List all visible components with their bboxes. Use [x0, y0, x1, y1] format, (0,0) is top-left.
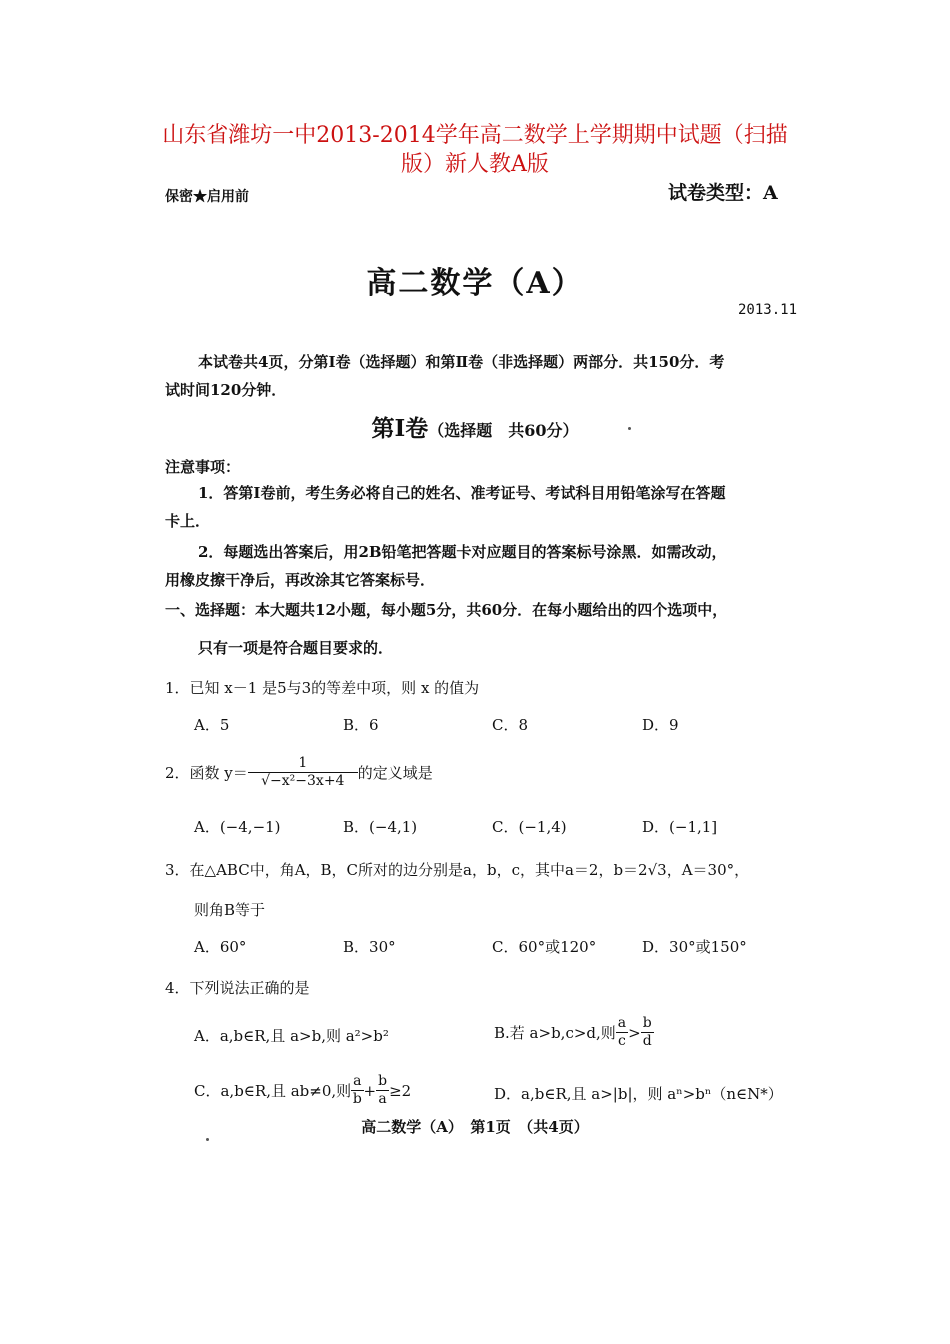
section-heading: [0, 410, 950, 443]
intro-line1: 本试卷共4页，分第Ⅰ卷（选择题）和第Ⅱ卷（非选择题）两部分．共150分．考: [198, 353, 725, 371]
question-3-option-b: B．30°: [343, 938, 396, 956]
intro-line2: 试时间120分钟．: [165, 381, 287, 399]
question-3-option-a: A．60°: [194, 938, 247, 956]
question-4-option-c-suffix: ≥2: [389, 1081, 412, 1100]
question-4-option-b-prefix: B.若 a>b,c>d,则: [494, 1024, 616, 1042]
question-4-stem: 4．下列说法正确的是: [165, 979, 310, 997]
part1-line2: 只有一项是符合题目要求的．: [198, 639, 394, 657]
scan-speck: [206, 1138, 209, 1141]
notice-heading: 注意事项：: [165, 458, 241, 476]
section-heading-main: 第Ⅰ卷: [371, 415, 429, 442]
question-1-option-b: B．6: [343, 716, 379, 734]
question-2-fraction: [248, 755, 358, 790]
question-4-option-c-prefix: C．a,b∈R,且 ab≠0,则: [194, 1082, 352, 1100]
secret-label: 保密★启用前: [165, 189, 249, 205]
exam-title: 高二数学（A）: [366, 266, 584, 301]
question-4-option-d: D．a,b∈R,且 a>|b|，则 aⁿ>bⁿ（n∈N*）: [494, 1085, 783, 1103]
greater-than-symbol: >: [628, 1023, 641, 1042]
section-heading-sub: （选择题 共60分）: [428, 421, 579, 440]
notice-item2-line1: 2．每题选出答案后，用2B铅笔把答题卡对应题目的答案标号涂黑．如需改动，: [198, 543, 727, 561]
paper-type: 试卷类型：A: [668, 182, 778, 204]
question-3-option-d: D．30°或150°: [642, 938, 747, 956]
question-4-option-b: [494, 1015, 654, 1050]
question-4-option-b-fraction2: [641, 1015, 654, 1050]
part1-line1: 一、选择题：本大题共12小题，每小题5分，共60分．在每小题给出的四个选项中，: [165, 601, 728, 619]
question-2-option-b: B．(−4,1): [343, 818, 418, 836]
question-2-option-c: C．(−1,4): [492, 818, 567, 836]
question-4-option-c: [194, 1073, 411, 1108]
question-4-option-c-fraction2: [376, 1073, 389, 1108]
notice-item1-line2: 卡上．: [165, 512, 211, 530]
question-1-option-a: A．5: [194, 716, 230, 734]
fraction-numerator: a: [617, 1015, 627, 1031]
document-title-line1: 山东省潍坊一中2013-2014学年高二数学上学期期中试题（扫描: [162, 123, 788, 148]
scan-speck: [628, 427, 631, 430]
question-2-prefix: 2．函数 y＝: [165, 764, 248, 782]
question-1-option-d: D．9: [642, 716, 679, 734]
question-2-suffix: 的定义域是: [357, 764, 433, 782]
page-footer: 高二数学（A） 第1页 （共4页）: [361, 1118, 589, 1136]
question-4-option-a: A．a,b∈R,且 a>b,则 a²>b²: [194, 1027, 389, 1045]
fraction-denominator: b: [352, 1091, 362, 1107]
notice-item1-line1: 1．答第Ⅰ卷前，考生务必将自己的姓名、准考证号、考试科目用铅笔涂写在答题: [198, 484, 726, 502]
question-3-stem-line1: 3．在△ABC中，角A，B，C所对的边分别是a，b，c，其中a＝2，b＝2√3，A＝30°，: [165, 861, 750, 879]
question-4-option-b-fraction1: [616, 1015, 628, 1050]
question-2-option-a: A．(−4,−1): [194, 818, 281, 836]
question-1-option-c: C．8: [492, 716, 529, 734]
question-3-stem-line2: 则角B等于: [194, 901, 266, 919]
question-3-option-c: C．60°或120°: [492, 938, 597, 956]
question-2-denominator: √−x²−3x+4: [261, 773, 345, 789]
fraction-denominator: c: [618, 1033, 626, 1049]
question-4-option-c-fraction1: [351, 1073, 363, 1108]
notice-item2-line2: 用橡皮擦干净后，再改涂其它答案标号．: [165, 571, 436, 589]
fraction-denominator: a: [378, 1091, 387, 1107]
question-2-numerator: 1: [248, 755, 358, 773]
question-1-stem: 1．已知 x－1 是5与3的等差中项，则 x 的值为: [165, 679, 480, 697]
question-2-option-d: D．(−1,1]: [642, 818, 718, 836]
question-2-stem: [165, 755, 433, 790]
fraction-numerator: b: [642, 1015, 652, 1031]
fraction-numerator: b: [378, 1073, 388, 1089]
exam-date: 2013.11: [738, 302, 798, 318]
plus-symbol: +: [363, 1081, 377, 1100]
document-title-line2: 版）新人教A版: [401, 152, 549, 177]
fraction-denominator: d: [642, 1033, 652, 1049]
fraction-numerator: a: [353, 1073, 362, 1089]
